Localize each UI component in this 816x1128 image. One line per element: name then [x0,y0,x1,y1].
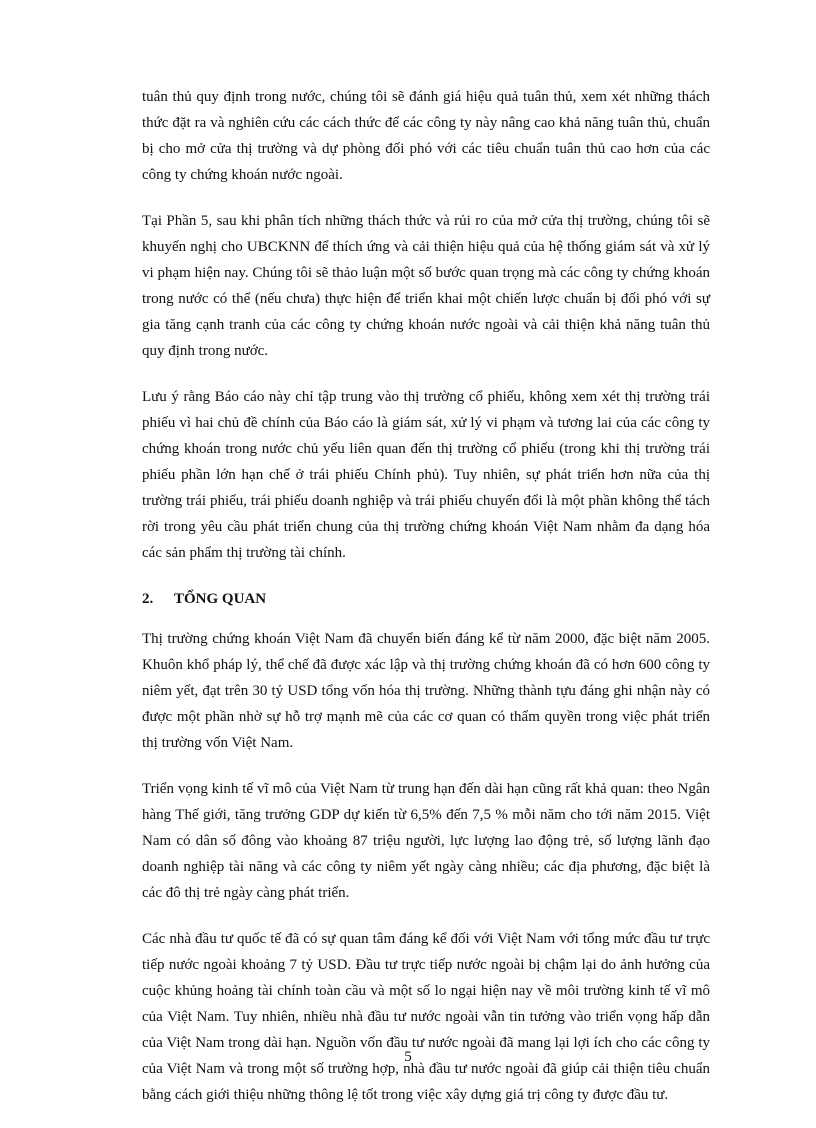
page-number: 5 [404,1049,412,1065]
section-title: TỔNG QUAN [174,591,267,607]
section-heading [142,586,710,612]
section-number: 2. [142,591,154,607]
paragraph-market-development: Thị trường chứng khoán Việt Nam đã chuyển biến đáng kể từ năm 2000, đặc biệt năm 2005. Khuôn khổ pháp lý, thể chế đã được xác lập và thị trường chứng khoán đã có hơn 600 công ty niêm yết, đạt trên 30 tỷ USD tổng vốn hóa thị trường. Những thành tựu đáng ghi nhận này có được một phần nhờ sự hỗ trợ mạnh mẽ của các cơ quan có thẩm quyền trong việc phát triển thị trường vốn Việt Nam. [142,631,710,751]
page-body [142,84,710,1128]
paragraph-scope-note: Lưu ý rằng Báo cáo này chỉ tập trung vào thị trường cổ phiếu, không xem xét thị trường trái phiếu vì hai chủ đề chính của Báo cáo là giám sát, xử lý vi phạm và tương lai của các công ty chứng khoán trong nước chủ yếu liên quan đến thị trường cổ phiếu (trong khi thị trường trái phiếu phần lớn hạn chế ở trái phiếu Chính phủ). Tuy nhiên, sự phát triển hơn nữa của thị trường trái phiếu, trái phiếu doanh nghiệp và trái phiếu chuyển đổi là một phần không thể tách rời trong yêu cầu phát triển chung của thị trường chứng khoán Việt Nam nhằm đa dạng hóa các sản phẩm thị trường tài chính. [142,389,710,561]
paragraph-compliance-evaluation: tuân thủ quy định trong nước, chúng tôi sẽ đánh giá hiệu quả tuân thủ, xem xét những thách thức đặt ra và nghiên cứu các cách thức để các công ty này nâng cao khả năng tuân thủ, chuẩn bị cho mở cửa thị trường và dự phòng đối phó với các tiêu chuẩn tuân thủ cao hơn của các công ty chứng khoán nước ngoài. [142,89,710,183]
paragraph-foreign-investment: Các nhà đầu tư quốc tế đã có sự quan tâm đáng kể đối với Việt Nam với tổng mức đầu tư trực tiếp nước ngoài khoảng 7 tỷ USD. Đầu tư trực tiếp nước ngoài bị chậm lại do ảnh hưởng của cuộc khủng hoảng tài chính toàn cầu và một số lo ngại hiện nay về môi trường kinh tế vĩ mô của Việt Nam. Tuy nhiên, nhiều nhà đầu tư nước ngoài vẫn tin tưởng vào triển vọng hấp dẫn của Việt Nam trong dài hạn. Nguồn vốn đầu tư nước ngoài đã mang lại lợi ích cho các công ty của Việt Nam và trong một số trường hợp, nhà đầu tư nước ngoài đã giúp cải thiện tiêu chuẩn bằng cách giới thiệu những thông lệ tốt trong việc xây dựng giá trị công ty được đầu tư. [142,931,710,1103]
paragraph-part-5-recommendations: Tại Phần 5, sau khi phân tích những thách thức và rủi ro của mở cửa thị trường, chúng tôi sẽ khuyến nghị cho UBCKNN để thích ứng và cải thiện hiệu quả của hệ thống giám sát và xử lý vi phạm hiện nay. Chúng tôi sẽ thảo luận một số bước quan trọng mà các công ty chứng khoán trong nước có thể (nếu chưa) thực hiện để triển khai một chiến lược chuẩn bị đối phó với sự gia tăng cạnh tranh của các công ty chứng khoán nước ngoài và cải thiện khả năng tuân thủ quy định trong nước. [142,213,710,359]
paragraph-macro-outlook: Triển vọng kinh tế vĩ mô của Việt Nam từ trung hạn đến dài hạn cũng rất khả quan: theo Ngân hàng Thế giới, tăng trưởng GDP dự kiến từ 6,5% đến 7,5 % mỗi năm cho tới năm 2015. Việt Nam có dân số đông vào khoảng 87 triệu người, lực lượng lao động trẻ, số lượng lãnh đạo doanh nghiệp tài năng và các công ty niêm yết ngày càng nhiều; các địa phương, đặc biệt là các đô thị trẻ ngày càng phát triển. [142,781,710,901]
